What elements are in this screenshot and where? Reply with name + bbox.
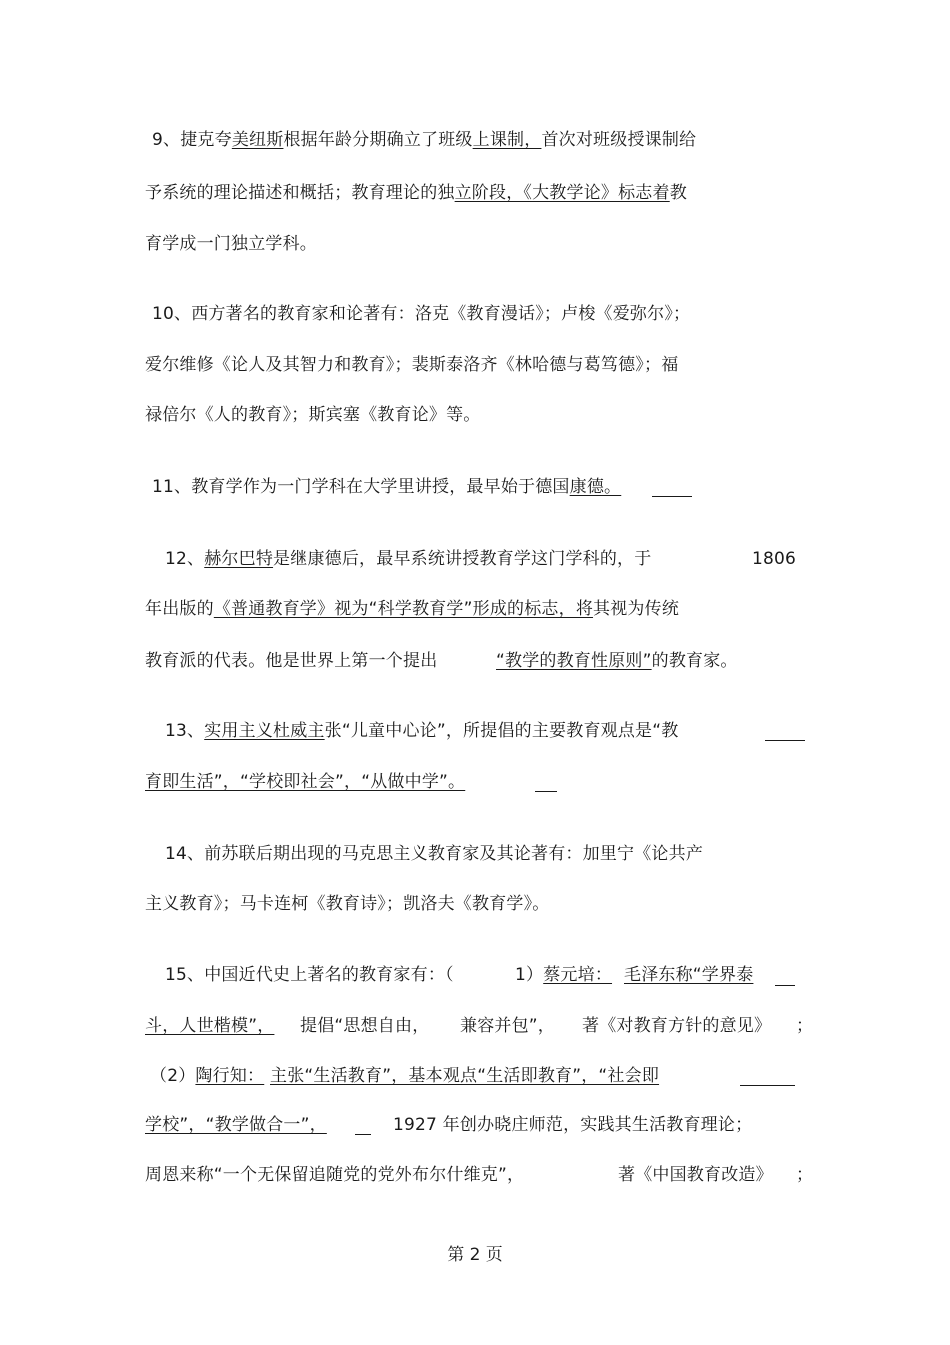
- p13-line1: [165, 720, 678, 742]
- p15-blank-line-3: [355, 1134, 371, 1135]
- p15-line2-d: [582, 1015, 771, 1037]
- p15-text: 1）: [515, 965, 544, 985]
- p13-line2: [145, 771, 465, 793]
- p9-text: 教: [669, 183, 687, 203]
- p15-underlined-views: 学校”，“教学做合一”，: [145, 1115, 327, 1135]
- p13-blank-line: [765, 740, 805, 741]
- p15-text: 周恩来称“一个无保留追随党的党外布尔什维克”，: [145, 1165, 525, 1185]
- p15-underlined-name: 蔡元培：: [543, 965, 613, 985]
- p14-line2: [145, 893, 550, 915]
- p9-text: 9、捷克夸: [152, 130, 232, 150]
- p15-text: （2）: [150, 1066, 196, 1086]
- p15-line3-b: [270, 1065, 659, 1087]
- p13-underlined-views: 育即生活”，“学校即社会”，“从做中学”。: [145, 772, 466, 792]
- p15-text: 15、中国近代史上著名的教育家有：（: [165, 965, 454, 985]
- p15-line5-c: [796, 1164, 813, 1186]
- p12-text: 是继康德后，最早系统讲授教育学这门学科的，于: [273, 549, 652, 569]
- p15-blank-line: [775, 985, 795, 986]
- p15-underlined-name: 陶行知：: [195, 1066, 265, 1086]
- p15-line1-b: [515, 964, 612, 986]
- p10-text: 爱尔维修《论人及其智力和教育》；裴斯泰洛齐《林哈德与葛笃德》；福: [145, 355, 679, 375]
- p13-blank-line-2: [535, 791, 557, 792]
- p15-text: ；: [796, 1165, 814, 1185]
- p9-line3: [145, 233, 317, 255]
- p11-text: 11、教育学作为一门学科在大学里讲授，最早始于德国: [152, 477, 570, 497]
- p15-line3: [150, 1065, 264, 1087]
- p15-line4: [145, 1114, 327, 1136]
- p10-line3: [145, 404, 481, 426]
- p9-line2: [145, 182, 687, 204]
- p12-text: 教育派的代表。他是世界上第一个提出: [145, 651, 438, 671]
- p9-underlined-phrase: 上课制，: [472, 130, 542, 150]
- p12-line1: [165, 548, 651, 570]
- p15-text: 兼容并包”，: [460, 1016, 556, 1036]
- p15-line4-b: [393, 1114, 752, 1136]
- p14-line1: [165, 843, 703, 865]
- p15-line2: [145, 1015, 274, 1037]
- p15-text: 提倡“思想自由，: [300, 1016, 430, 1036]
- p12-underlined-phrase: 《普通教育学》视为“科学教育学”形成的标志，将: [213, 599, 594, 619]
- p15-text: 1927 年创办晓庄师范，实践其生活教育理论；: [393, 1115, 753, 1135]
- p12-year: [752, 548, 796, 570]
- p12-underlined-name: 赫尔巴特: [204, 549, 274, 569]
- p15-text: 著《对教育方针的意见》: [582, 1016, 772, 1036]
- p9-underlined-phrase: 立阶段，《大教学论》标志着: [454, 183, 670, 203]
- p15-line2-c: [460, 1015, 555, 1037]
- page-number: 第 2 页: [447, 1245, 503, 1265]
- p15-text: ；: [796, 1016, 814, 1036]
- p9-underlined-name: 美纽斯: [231, 130, 284, 150]
- p13-underlined-phrase: 实用主义杜威主: [204, 721, 325, 741]
- p15-underlined-views: 主张“生活教育”，基本观点“生活即教育”，“社会即: [270, 1066, 660, 1086]
- p12-text: 12、: [165, 549, 205, 569]
- p15-line2-e: [796, 1015, 813, 1037]
- p15-line2-b: [300, 1015, 429, 1037]
- p15-line1-c: [624, 964, 753, 986]
- p15-line1: [165, 964, 454, 986]
- p12-underlined-principle: “教学的教育性原则”: [496, 651, 652, 671]
- p10-text: 10、西方著名的教育家和论著有：洛克《教育漫话》；卢梭《爱弥尔》；: [152, 304, 691, 324]
- p15-line5: [145, 1164, 524, 1186]
- p13-text: 13、: [165, 721, 205, 741]
- p9-line1: [152, 129, 696, 151]
- p9-text: 予系统的理论描述和概括；教育理论的独: [145, 183, 455, 203]
- p15-text: 著《中国教育改造》: [618, 1165, 773, 1185]
- p12-year-text: 1806: [752, 549, 797, 569]
- p11-line1: [152, 476, 621, 498]
- p14-text: 14、前苏联后期出现的马克思主义教育家及其论著有：加里宁《论共产: [165, 844, 704, 864]
- p10-line2: [145, 354, 678, 376]
- p12-line3: [145, 650, 437, 672]
- p9-text: 根据年龄分期确立了班级: [283, 130, 473, 150]
- p9-text: 育学成一门独立学科。: [145, 234, 317, 254]
- p14-text: 主义教育》；马卡连柯《教育诗》；凯洛夫《教育学》。: [145, 894, 550, 914]
- p15-underlined-quote: 斗，人世楷模”，: [145, 1016, 275, 1036]
- p12-text: 年出版的: [145, 599, 214, 619]
- p12-line2: [145, 598, 679, 620]
- p12-line3-quote: [496, 650, 738, 672]
- p9-text: 首次对班级授课制给: [541, 130, 697, 150]
- p15-line5-b: [618, 1164, 773, 1186]
- p11-blank-line: [652, 496, 692, 497]
- p15-underlined-quote: 毛泽东称“学界泰: [624, 965, 754, 985]
- p11-underlined-name: 康德。: [569, 477, 622, 497]
- p12-text: 的教育家。: [651, 651, 738, 671]
- p12-text: 其视为传统: [593, 599, 680, 619]
- p10-text: 禄倍尔《人的教育》；斯宾塞《教育论》等。: [145, 405, 481, 425]
- p10-line1: [152, 303, 690, 325]
- p15-blank-line-2: [740, 1085, 795, 1086]
- p13-text: 张“儿童中心论”，所提倡的主要教育观点是“教: [324, 721, 679, 741]
